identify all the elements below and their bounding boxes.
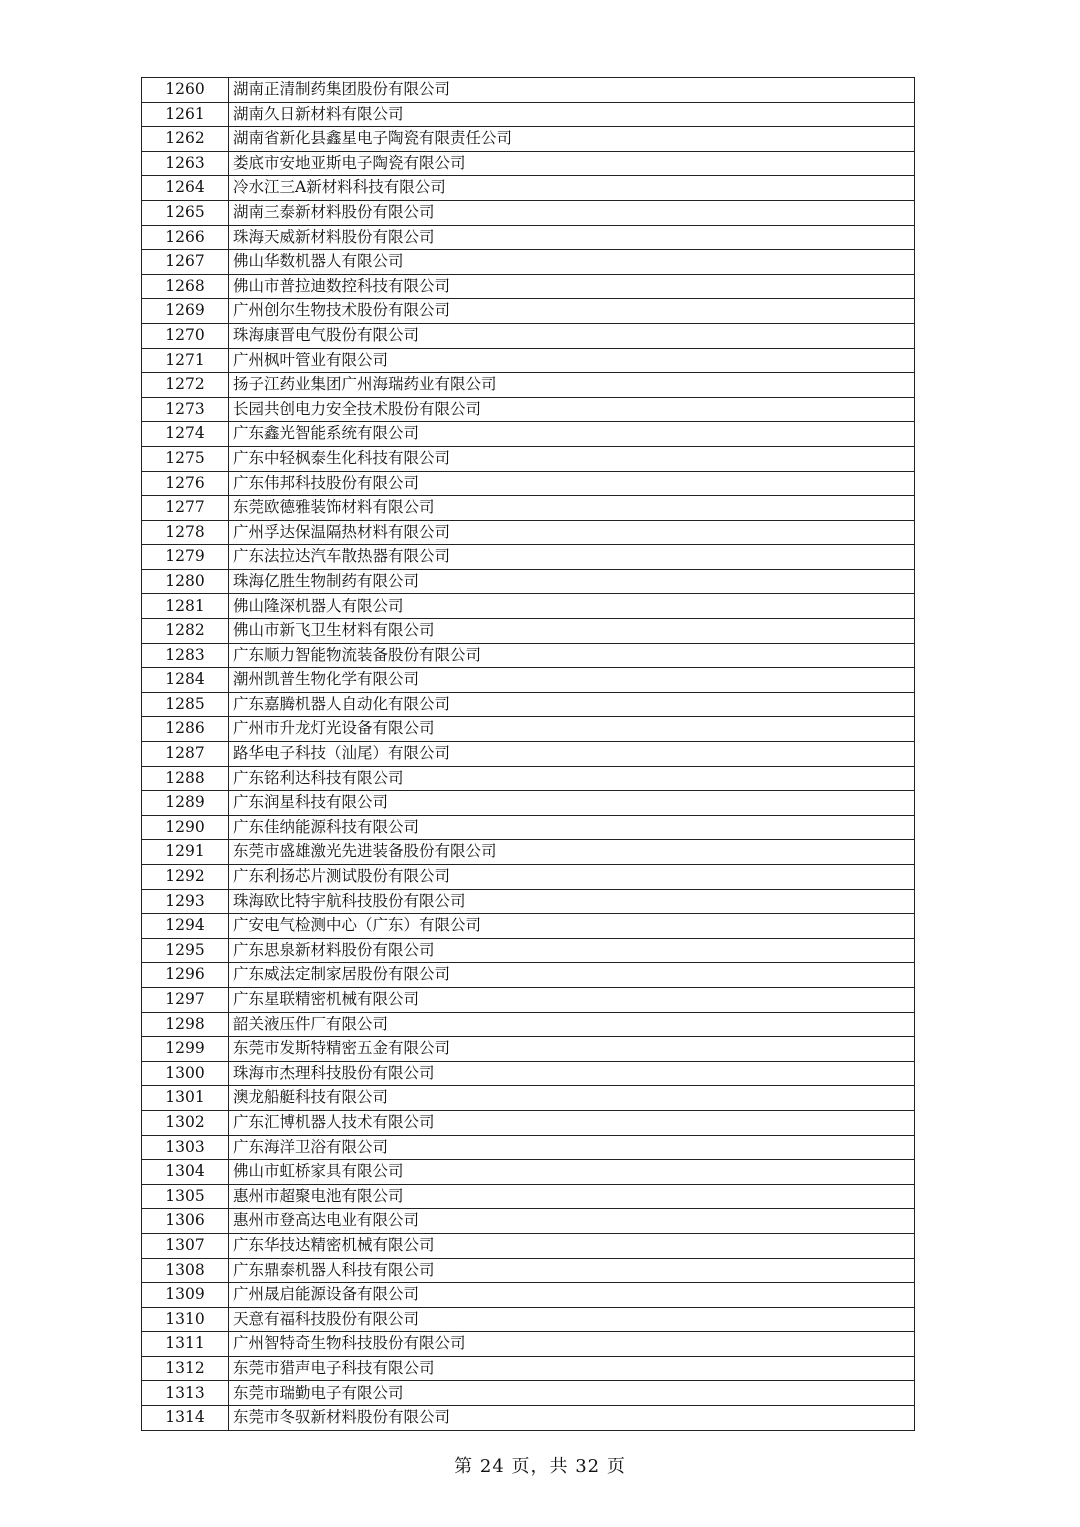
- company-name: 广东海洋卫浴有限公司: [229, 1135, 915, 1160]
- row-number: 1275: [142, 446, 229, 471]
- table-row: [142, 1110, 915, 1135]
- company-name: 潮州凯普生物化学有限公司: [229, 668, 915, 693]
- table-row: [142, 1307, 915, 1332]
- table-row: [142, 1135, 915, 1160]
- row-number: 1267: [142, 250, 229, 275]
- company-name: 广东顺力智能物流装备股份有限公司: [229, 643, 915, 668]
- table-row: [142, 274, 915, 299]
- company-name: 广东华技达精密机械有限公司: [229, 1233, 915, 1258]
- company-name: 珠海天威新材料股份有限公司: [229, 225, 915, 250]
- company-name: 广东嘉腾机器人自动化有限公司: [229, 692, 915, 717]
- row-number: 1263: [142, 151, 229, 176]
- table-row: [142, 1037, 915, 1062]
- table-row: [142, 914, 915, 939]
- company-name: 东莞市发斯特精密五金有限公司: [229, 1037, 915, 1062]
- table-row: [142, 766, 915, 791]
- company-name: 广州创尔生物技术股份有限公司: [229, 299, 915, 324]
- row-number: 1270: [142, 323, 229, 348]
- table-row: [142, 1356, 915, 1381]
- table-row: [142, 619, 915, 644]
- row-number: 1305: [142, 1184, 229, 1209]
- table-row: [142, 471, 915, 496]
- table-row: [142, 643, 915, 668]
- company-name: 惠州市超聚电池有限公司: [229, 1184, 915, 1209]
- company-name: 佛山市新飞卫生材料有限公司: [229, 619, 915, 644]
- company-name: 佛山隆深机器人有限公司: [229, 594, 915, 619]
- row-number: 1297: [142, 987, 229, 1012]
- table-row: [142, 545, 915, 570]
- table-row: [142, 815, 915, 840]
- row-number: 1292: [142, 865, 229, 890]
- row-number: 1274: [142, 422, 229, 447]
- row-number: 1282: [142, 619, 229, 644]
- table-row: [142, 1258, 915, 1283]
- row-number: 1261: [142, 102, 229, 127]
- company-name: 广州枫叶管业有限公司: [229, 348, 915, 373]
- table-row: [142, 963, 915, 988]
- table-row: [142, 176, 915, 201]
- company-name: 广东法拉达汽车散热器有限公司: [229, 545, 915, 570]
- table-row: [142, 1283, 915, 1308]
- row-number: 1307: [142, 1233, 229, 1258]
- row-number: 1272: [142, 373, 229, 398]
- table-row: [142, 1061, 915, 1086]
- table-row: [142, 496, 915, 521]
- company-name: 佛山华数机器人有限公司: [229, 250, 915, 275]
- row-number: 1278: [142, 520, 229, 545]
- company-name: 天意有福科技股份有限公司: [229, 1307, 915, 1332]
- row-number: 1268: [142, 274, 229, 299]
- company-name: 东莞市盛雄激光先进装备股份有限公司: [229, 840, 915, 865]
- table-row: [142, 987, 915, 1012]
- row-number: 1277: [142, 496, 229, 521]
- row-number: 1284: [142, 668, 229, 693]
- company-name: 东莞欧德雅装饰材料有限公司: [229, 496, 915, 521]
- row-number: 1285: [142, 692, 229, 717]
- row-number: 1300: [142, 1061, 229, 1086]
- row-number: 1262: [142, 127, 229, 152]
- table-row: [142, 446, 915, 471]
- row-number: 1287: [142, 742, 229, 767]
- row-number: 1289: [142, 791, 229, 816]
- row-number: 1288: [142, 766, 229, 791]
- table-row: [142, 151, 915, 176]
- company-name: 长园共创电力安全技术股份有限公司: [229, 397, 915, 422]
- company-name: 珠海市杰理科技股份有限公司: [229, 1061, 915, 1086]
- table-row: [142, 791, 915, 816]
- company-name: 广安电气检测中心（广东）有限公司: [229, 914, 915, 939]
- row-number: 1299: [142, 1037, 229, 1062]
- table-row: [142, 692, 915, 717]
- row-number: 1308: [142, 1258, 229, 1283]
- table-row: [142, 1406, 915, 1431]
- row-number: 1303: [142, 1135, 229, 1160]
- company-name: 广东鑫光智能系统有限公司: [229, 422, 915, 447]
- company-name: 广东汇博机器人技术有限公司: [229, 1110, 915, 1135]
- row-number: 1276: [142, 471, 229, 496]
- table-row: [142, 397, 915, 422]
- row-number: 1269: [142, 299, 229, 324]
- table-row: [142, 520, 915, 545]
- table-row: [142, 1160, 915, 1185]
- company-name: 冷水江三A新材料科技有限公司: [229, 176, 915, 201]
- table-row: [142, 840, 915, 865]
- company-name: 湖南省新化县鑫星电子陶瓷有限责任公司: [229, 127, 915, 152]
- row-number: 1273: [142, 397, 229, 422]
- company-name: 广东佳纳能源科技有限公司: [229, 815, 915, 840]
- row-number: 1310: [142, 1307, 229, 1332]
- table-row: [142, 1381, 915, 1406]
- table-row: [142, 1184, 915, 1209]
- company-name: 澳龙船艇科技有限公司: [229, 1086, 915, 1111]
- table-row: [142, 225, 915, 250]
- table-row: [142, 717, 915, 742]
- row-number: 1296: [142, 963, 229, 988]
- table-row: [142, 1233, 915, 1258]
- row-number: 1293: [142, 889, 229, 914]
- company-name: 娄底市安地亚斯电子陶瓷有限公司: [229, 151, 915, 176]
- company-name: 广东星联精密机械有限公司: [229, 987, 915, 1012]
- table-row: [142, 1086, 915, 1111]
- table-row: [142, 569, 915, 594]
- table-row: [142, 594, 915, 619]
- row-number: 1283: [142, 643, 229, 668]
- row-number: 1260: [142, 78, 229, 103]
- company-name: 东莞市瑞勤电子有限公司: [229, 1381, 915, 1406]
- company-name: 广州智特奇生物科技股份有限公司: [229, 1332, 915, 1357]
- row-number: 1286: [142, 717, 229, 742]
- company-name: 广东思泉新材料股份有限公司: [229, 938, 915, 963]
- row-number: 1309: [142, 1283, 229, 1308]
- table-row: [142, 938, 915, 963]
- company-name: 湖南久日新材料有限公司: [229, 102, 915, 127]
- row-number: 1302: [142, 1110, 229, 1135]
- table-row: [142, 200, 915, 225]
- company-name: 广东利扬芯片测试股份有限公司: [229, 865, 915, 890]
- company-name: 佛山市普拉迪数控科技有限公司: [229, 274, 915, 299]
- row-number: 1306: [142, 1209, 229, 1234]
- row-number: 1265: [142, 200, 229, 225]
- row-number: 1290: [142, 815, 229, 840]
- table-row: [142, 865, 915, 890]
- company-name: 惠州市登高达电业有限公司: [229, 1209, 915, 1234]
- company-name: 广东伟邦科技股份有限公司: [229, 471, 915, 496]
- row-number: 1311: [142, 1332, 229, 1357]
- row-number: 1295: [142, 938, 229, 963]
- table-row: [142, 127, 915, 152]
- table-row: [142, 668, 915, 693]
- row-number: 1279: [142, 545, 229, 570]
- table-row: [142, 299, 915, 324]
- row-number: 1281: [142, 594, 229, 619]
- table-row: [142, 1012, 915, 1037]
- row-number: 1304: [142, 1160, 229, 1185]
- company-name: 广东铭利达科技有限公司: [229, 766, 915, 791]
- row-number: 1280: [142, 569, 229, 594]
- row-number: 1264: [142, 176, 229, 201]
- page-footer: 第 24 页，共 32 页: [454, 1456, 626, 1477]
- row-number: 1312: [142, 1356, 229, 1381]
- row-number: 1314: [142, 1406, 229, 1431]
- company-name: 珠海亿胜生物制药有限公司: [229, 569, 915, 594]
- table-row: [142, 348, 915, 373]
- company-name: 扬子江药业集团广州海瑞药业有限公司: [229, 373, 915, 398]
- table-row: [142, 889, 915, 914]
- company-name: 湖南正清制药集团股份有限公司: [229, 78, 915, 103]
- row-number: 1266: [142, 225, 229, 250]
- company-table: [141, 77, 915, 1431]
- row-number: 1301: [142, 1086, 229, 1111]
- company-name: 湖南三泰新材料股份有限公司: [229, 200, 915, 225]
- company-name: 广东鼎泰机器人科技有限公司: [229, 1258, 915, 1283]
- company-name: 珠海康晋电气股份有限公司: [229, 323, 915, 348]
- row-number: 1294: [142, 914, 229, 939]
- company-name: 广州晟启能源设备有限公司: [229, 1283, 915, 1308]
- company-name: 珠海欧比特宇航科技股份有限公司: [229, 889, 915, 914]
- row-number: 1271: [142, 348, 229, 373]
- row-number: 1291: [142, 840, 229, 865]
- company-name: 路华电子科技（汕尾）有限公司: [229, 742, 915, 767]
- table-row: [142, 742, 915, 767]
- company-name: 广州市升龙灯光设备有限公司: [229, 717, 915, 742]
- company-name: 东莞市冬驭新材料股份有限公司: [229, 1406, 915, 1431]
- company-name: 韶关液压件厂有限公司: [229, 1012, 915, 1037]
- company-name: 广东威法定制家居股份有限公司: [229, 963, 915, 988]
- table-row: [142, 1332, 915, 1357]
- table-row: [142, 78, 915, 103]
- table-row: [142, 373, 915, 398]
- company-name: 佛山市虹桥家具有限公司: [229, 1160, 915, 1185]
- company-name: 东莞市猎声电子科技有限公司: [229, 1356, 915, 1381]
- table-row: [142, 422, 915, 447]
- table-row: [142, 323, 915, 348]
- company-name: 广州孚达保温隔热材料有限公司: [229, 520, 915, 545]
- company-name: 广东润星科技有限公司: [229, 791, 915, 816]
- row-number: 1313: [142, 1381, 229, 1406]
- table-body: [142, 78, 915, 1431]
- company-name: 广东中轻枫泰生化科技有限公司: [229, 446, 915, 471]
- table-row: [142, 1209, 915, 1234]
- row-number: 1298: [142, 1012, 229, 1037]
- table-row: [142, 250, 915, 275]
- table-row: [142, 102, 915, 127]
